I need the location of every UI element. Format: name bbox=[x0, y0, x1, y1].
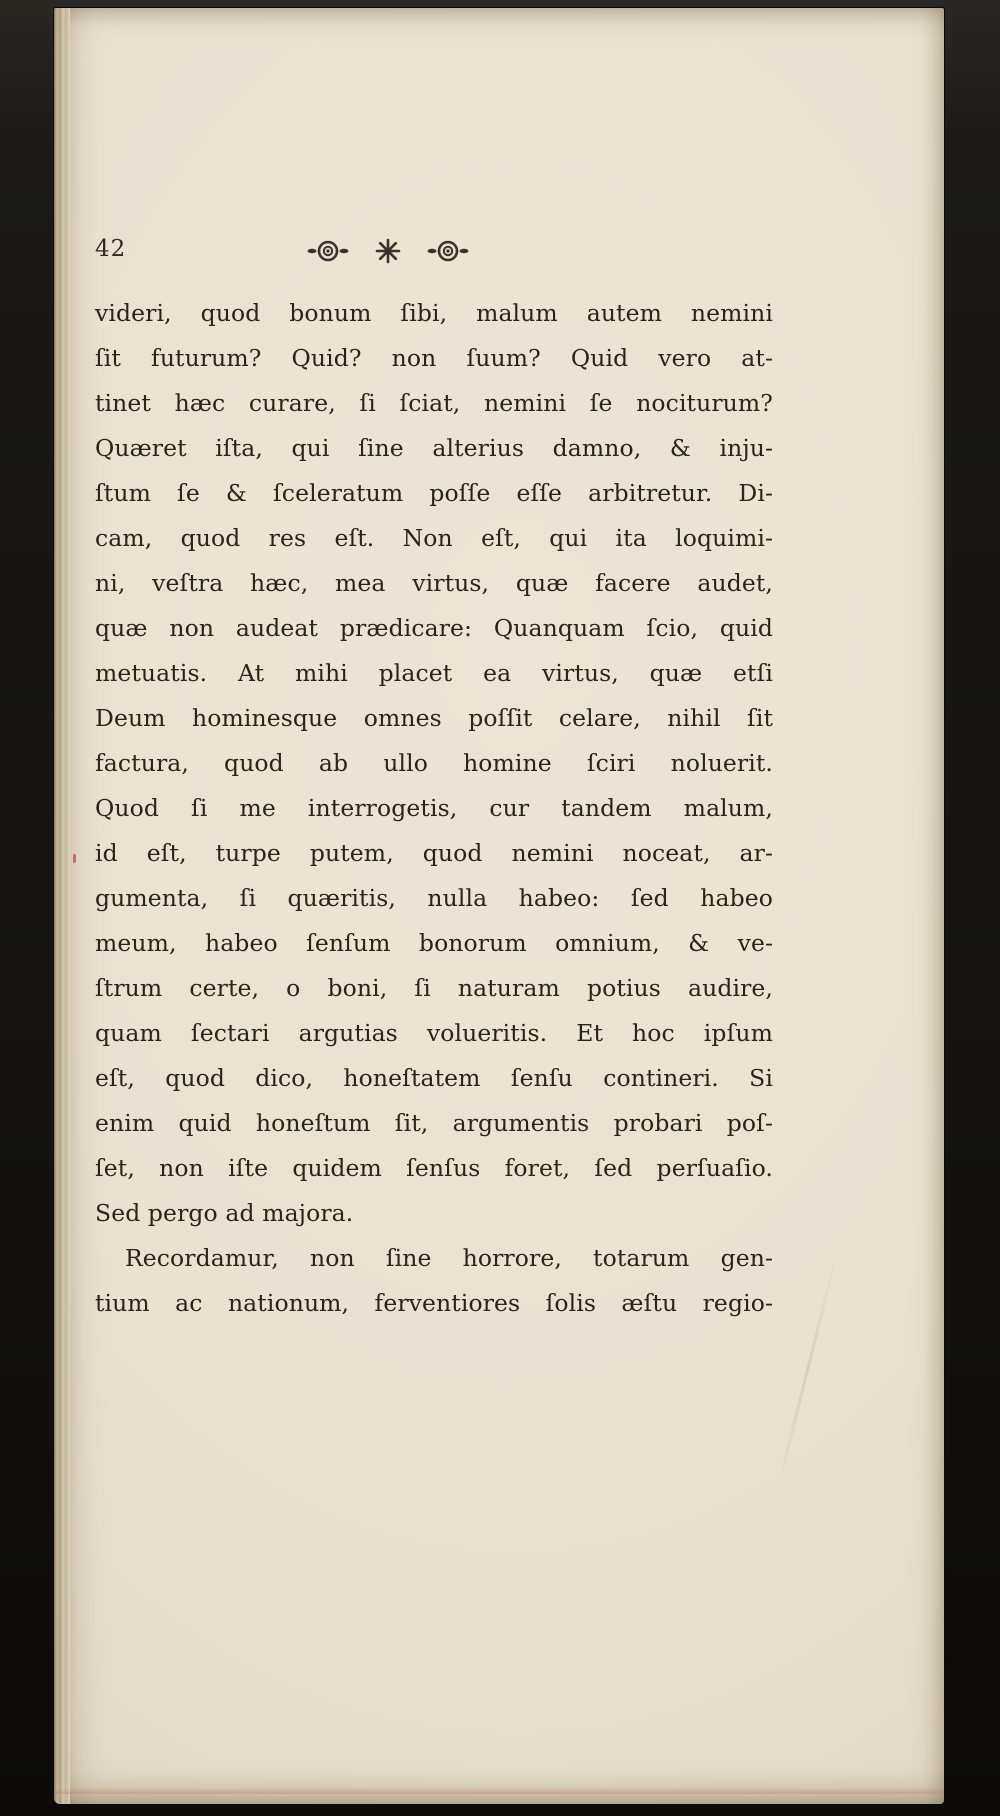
page-edge-tint bbox=[54, 1788, 944, 1794]
text-line: cam, quod res eſt. Non eſt, qui ita loquimi- bbox=[95, 524, 773, 552]
text-line: ſet, non iſte quidem ſenſus foret, ſed perſuaſio. bbox=[95, 1154, 773, 1182]
text-line: ni, veſtra hæc, mea virtus, quæ facere audet, bbox=[95, 569, 773, 597]
text-line: Quod ſi me interrogetis, cur tandem malum, bbox=[95, 794, 773, 822]
text-line: eſt, quod dico, honeſtatem ſenſu contineri. Si bbox=[95, 1064, 773, 1092]
text-line: metuatis. At mihi placet ea virtus, quæ etſi bbox=[95, 659, 773, 687]
text-line: meum, habeo ſenſum bonorum omnium, & ve- bbox=[95, 929, 773, 957]
text-line: gumenta, ſi quæritis, nulla habeo: ſed habeo bbox=[95, 884, 773, 912]
text-line: ſit futurum? Quid? non ſuum? Quid vero at- bbox=[95, 344, 773, 372]
page-stack-left-edge bbox=[54, 8, 70, 1804]
text-line: quæ non audeat prædicare: Quanquam ſcio, quid bbox=[95, 614, 773, 642]
header-ornaments bbox=[307, 234, 469, 268]
text-line: tinet hæc curare, ſi ſciat, nemini ſe nociturum? bbox=[95, 389, 773, 417]
text-line: Sed pergo ad majora. bbox=[95, 1199, 354, 1227]
text-line: ſtrum certe, o boni, ſi naturam potius audire, bbox=[95, 974, 773, 1002]
ink-speck bbox=[73, 854, 76, 863]
text-line: Deum hominesque omnes poſſit celare, nihil ſit bbox=[95, 704, 773, 732]
rosette-ornament-icon bbox=[307, 237, 349, 265]
star-ornament-icon bbox=[375, 238, 401, 264]
text-line: Recordamur, non ſine horrore, totarum gen- bbox=[125, 1244, 773, 1272]
rosette-ornament-icon bbox=[427, 237, 469, 265]
body-text bbox=[95, 291, 773, 1326]
text-line: id eſt, turpe putem, quod nemini noceat, ar- bbox=[95, 839, 773, 867]
text-line: enim quid honeſtum ſit, argumentis probari poſ- bbox=[95, 1109, 773, 1137]
page-header bbox=[95, 234, 773, 268]
text-line: Quæret iſta, qui ſine alterius damno, & inju- bbox=[95, 434, 773, 462]
page-number: 42 bbox=[95, 236, 127, 262]
text-line: videri, quod bonum ſibi, malum autem nemini bbox=[95, 299, 773, 327]
text-line: quam ſectari argutias volueritis. Et hoc ipſum bbox=[95, 1019, 773, 1047]
text-line: ſtum ſe & ſceleratum poſſe eſſe arbitretur. Di- bbox=[95, 479, 773, 507]
text-line: factura, quod ab ullo homine ſciri noluerit. bbox=[95, 749, 773, 777]
text-line: tium ac nationum, ferventiores ſolis æſtu regio- bbox=[95, 1289, 773, 1317]
